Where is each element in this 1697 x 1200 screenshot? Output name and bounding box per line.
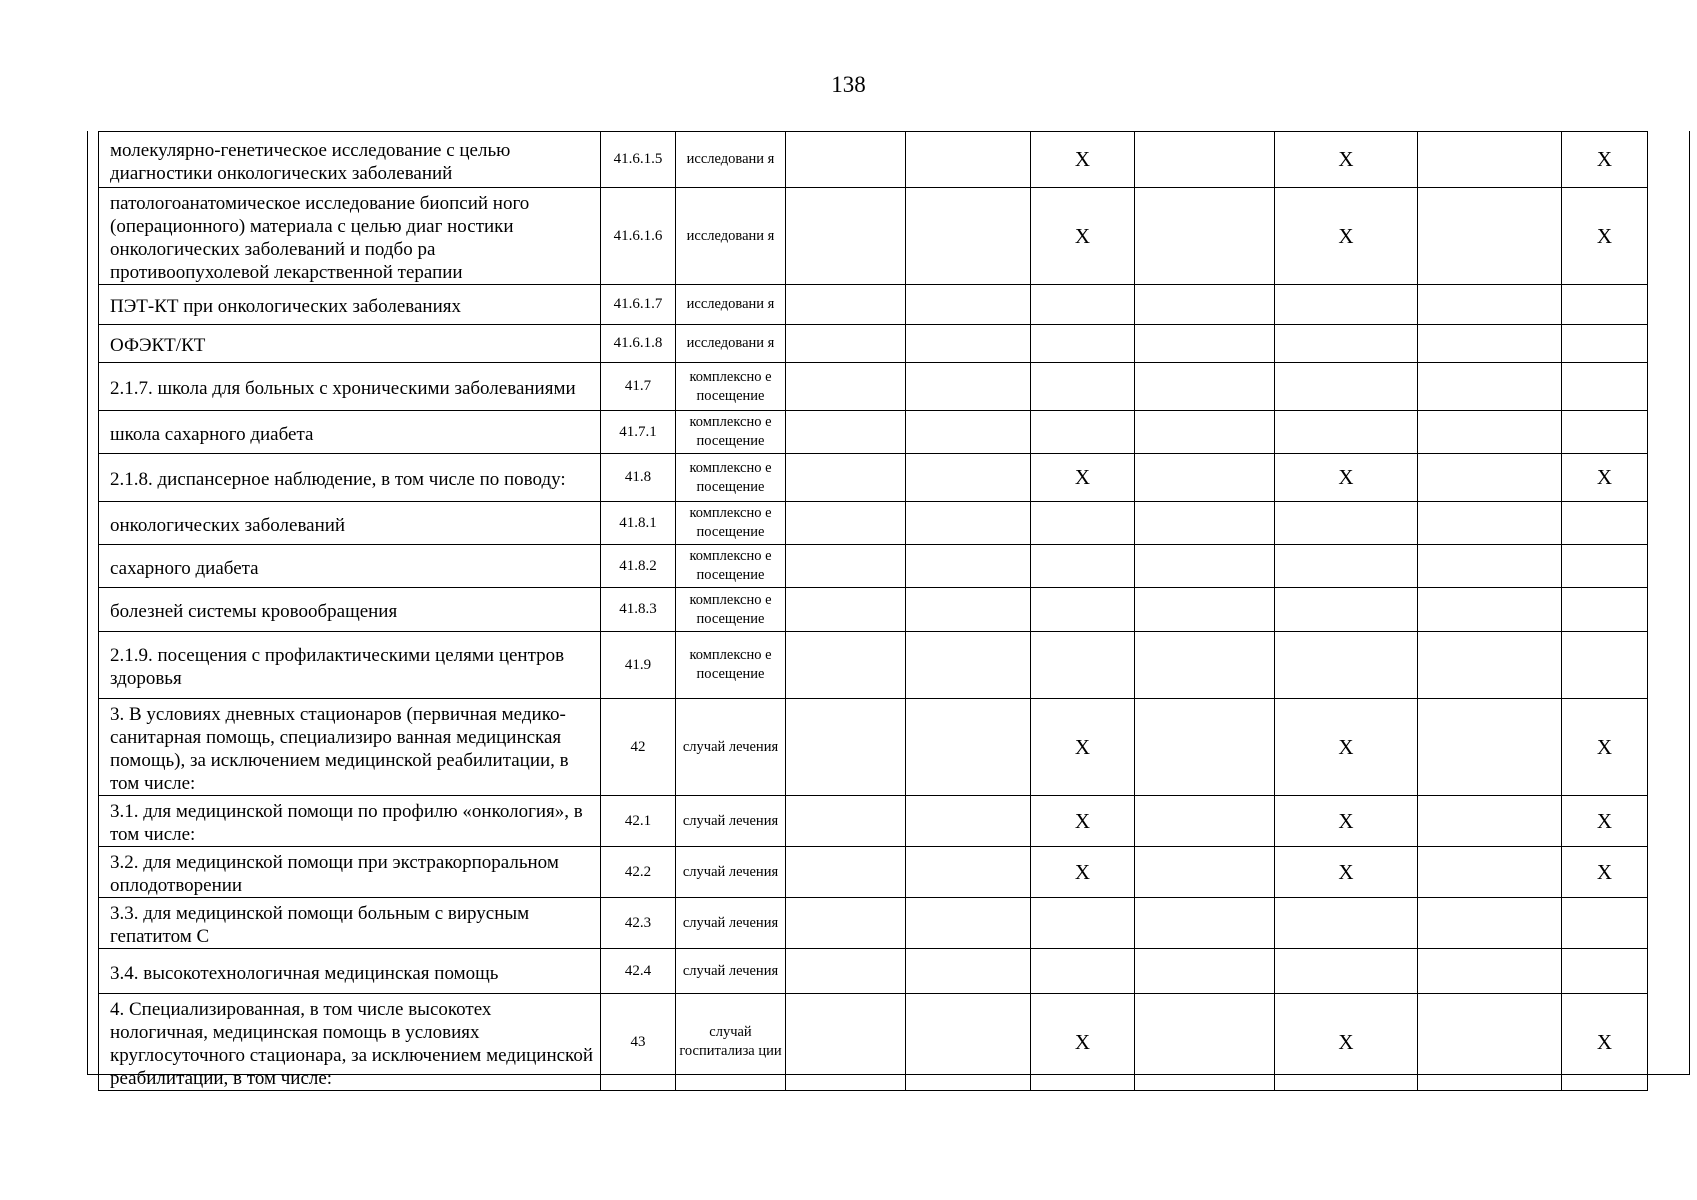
value-cell bbox=[1135, 363, 1275, 411]
value-cell bbox=[1418, 847, 1562, 898]
value-cell bbox=[906, 699, 1031, 796]
value-cell bbox=[906, 847, 1031, 898]
value-cell bbox=[1275, 363, 1418, 411]
table-row bbox=[99, 949, 1648, 994]
value-cell bbox=[1275, 588, 1418, 632]
value-cell bbox=[786, 994, 906, 1091]
value-cell bbox=[1562, 411, 1648, 454]
value-cell bbox=[1418, 699, 1562, 796]
table-row bbox=[99, 994, 1648, 1091]
row-unit-cell: комплексно е посещение bbox=[676, 545, 786, 588]
value-cell bbox=[1135, 188, 1275, 285]
value-cell bbox=[906, 285, 1031, 325]
value-cell: X bbox=[1275, 699, 1418, 796]
value-cell bbox=[1031, 285, 1135, 325]
row-code-cell: 41.8.3 bbox=[601, 588, 676, 632]
row-name-cell: 3.1. для медицинской помощи по профилю «онкология», в том числе: bbox=[99, 796, 601, 847]
value-cell bbox=[786, 588, 906, 632]
value-cell bbox=[1135, 949, 1275, 994]
value-cell bbox=[786, 632, 906, 699]
row-name-cell: 3.2. для медицинской помощи при экстракорпоральном оплодотворении bbox=[99, 847, 601, 898]
table-row bbox=[99, 898, 1648, 949]
value-cell bbox=[1135, 588, 1275, 632]
table-row bbox=[99, 796, 1648, 847]
value-cell: X bbox=[1562, 454, 1648, 502]
value-cell bbox=[1562, 363, 1648, 411]
value-cell bbox=[906, 502, 1031, 545]
table-row bbox=[99, 325, 1648, 363]
value-cell bbox=[1135, 545, 1275, 588]
value-cell bbox=[1031, 588, 1135, 632]
value-cell bbox=[906, 898, 1031, 949]
value-cell: X bbox=[1562, 699, 1648, 796]
value-cell bbox=[906, 994, 1031, 1091]
value-cell bbox=[906, 325, 1031, 363]
row-name-cell: 3.4. высокотехнологичная медицинская помощь bbox=[99, 949, 601, 994]
left-margin-rule bbox=[87, 131, 88, 1075]
value-cell bbox=[786, 285, 906, 325]
table-row bbox=[99, 188, 1648, 285]
row-code-cell: 42 bbox=[601, 699, 676, 796]
row-code-cell: 41.8 bbox=[601, 454, 676, 502]
row-code-cell: 42.2 bbox=[601, 847, 676, 898]
value-cell bbox=[1031, 363, 1135, 411]
table-row bbox=[99, 632, 1648, 699]
value-cell bbox=[786, 796, 906, 847]
value-cell bbox=[1031, 545, 1135, 588]
value-cell bbox=[1031, 411, 1135, 454]
value-cell bbox=[1418, 132, 1562, 188]
value-cell bbox=[1275, 325, 1418, 363]
value-cell bbox=[906, 632, 1031, 699]
value-cell bbox=[1275, 898, 1418, 949]
value-cell bbox=[1418, 632, 1562, 699]
value-cell bbox=[786, 898, 906, 949]
value-cell bbox=[1418, 454, 1562, 502]
value-cell bbox=[1135, 132, 1275, 188]
value-cell bbox=[786, 363, 906, 411]
row-code-cell: 41.8.2 bbox=[601, 545, 676, 588]
value-cell bbox=[1135, 632, 1275, 699]
value-cell bbox=[1418, 949, 1562, 994]
value-cell: X bbox=[1031, 454, 1135, 502]
row-unit-cell: исследовани я bbox=[676, 325, 786, 363]
row-unit-cell: случай лечения bbox=[676, 796, 786, 847]
value-cell bbox=[786, 699, 906, 796]
value-cell bbox=[1418, 363, 1562, 411]
value-cell bbox=[786, 502, 906, 545]
value-cell bbox=[1562, 898, 1648, 949]
row-code-cell: 41.6.1.5 bbox=[601, 132, 676, 188]
row-unit-cell: случай лечения bbox=[676, 949, 786, 994]
value-cell bbox=[1275, 411, 1418, 454]
value-cell: X bbox=[1275, 796, 1418, 847]
value-cell bbox=[1135, 325, 1275, 363]
value-cell bbox=[1031, 325, 1135, 363]
table-row bbox=[99, 132, 1648, 188]
row-unit-cell: комплексно е посещение bbox=[676, 363, 786, 411]
value-cell bbox=[1562, 632, 1648, 699]
value-cell bbox=[1135, 502, 1275, 545]
row-name-cell: 2.1.7. школа для больных с хроническими заболеваниями bbox=[99, 363, 601, 411]
value-cell bbox=[786, 454, 906, 502]
row-code-cell: 41.7 bbox=[601, 363, 676, 411]
value-cell bbox=[1031, 632, 1135, 699]
value-cell bbox=[1275, 949, 1418, 994]
row-unit-cell: исследовани я bbox=[676, 132, 786, 188]
row-name-cell: школа сахарного диабета bbox=[99, 411, 601, 454]
row-code-cell: 41.8.1 bbox=[601, 502, 676, 545]
value-cell: X bbox=[1562, 796, 1648, 847]
value-cell bbox=[1562, 325, 1648, 363]
value-cell bbox=[1562, 545, 1648, 588]
value-cell bbox=[1031, 949, 1135, 994]
value-cell bbox=[1135, 898, 1275, 949]
value-cell bbox=[906, 949, 1031, 994]
value-cell bbox=[1418, 588, 1562, 632]
value-cell bbox=[1418, 502, 1562, 545]
page-number: 138 bbox=[831, 72, 866, 97]
row-code-cell: 42.3 bbox=[601, 898, 676, 949]
value-cell bbox=[1135, 699, 1275, 796]
value-cell: X bbox=[1275, 994, 1418, 1091]
value-cell bbox=[906, 363, 1031, 411]
value-cell bbox=[1418, 285, 1562, 325]
row-name-cell: молекулярно-генетическое исследование с целью диагностики онкологических заболеваний bbox=[99, 132, 601, 188]
value-cell: X bbox=[1275, 847, 1418, 898]
value-cell: X bbox=[1031, 188, 1135, 285]
value-cell bbox=[1135, 847, 1275, 898]
row-name-cell: 2.1.9. посещения с профилактическими целями центров здоровья bbox=[99, 632, 601, 699]
right-margin-rule bbox=[1689, 131, 1690, 1075]
table-row bbox=[99, 847, 1648, 898]
row-unit-cell: случай госпитализа ции bbox=[676, 994, 786, 1091]
value-cell bbox=[786, 411, 906, 454]
row-name-cell: болезней системы кровообращения bbox=[99, 588, 601, 632]
value-cell bbox=[906, 545, 1031, 588]
value-cell bbox=[786, 188, 906, 285]
row-unit-cell: комплексно е посещение bbox=[676, 454, 786, 502]
value-cell bbox=[1562, 502, 1648, 545]
value-cell bbox=[1275, 502, 1418, 545]
data-table bbox=[98, 131, 1648, 1091]
row-code-cell: 41.9 bbox=[601, 632, 676, 699]
row-name-cell: 3.3. для медицинской помощи больным с вирусным гепатитом С bbox=[99, 898, 601, 949]
row-code-cell: 41.7.1 bbox=[601, 411, 676, 454]
row-unit-cell: случай лечения bbox=[676, 847, 786, 898]
value-cell bbox=[906, 188, 1031, 285]
value-cell bbox=[1562, 588, 1648, 632]
table-row bbox=[99, 699, 1648, 796]
row-unit-cell: исследовани я bbox=[676, 285, 786, 325]
value-cell bbox=[1418, 325, 1562, 363]
value-cell: X bbox=[1031, 994, 1135, 1091]
value-cell bbox=[906, 588, 1031, 632]
row-name-cell: 3. В условиях дневных стационаров (первичная медико-санитарная помощь, специализиро ванная медицинская помощь), за исключением медицинской реабилитации, в том числе: bbox=[99, 699, 601, 796]
value-cell bbox=[1418, 994, 1562, 1091]
table-row bbox=[99, 363, 1648, 411]
row-unit-cell: комплексно е посещение bbox=[676, 411, 786, 454]
table-row bbox=[99, 411, 1648, 454]
row-code-cell: 42.4 bbox=[601, 949, 676, 994]
value-cell bbox=[1135, 454, 1275, 502]
table-row bbox=[99, 454, 1648, 502]
row-code-cell: 41.6.1.7 bbox=[601, 285, 676, 325]
table-row bbox=[99, 285, 1648, 325]
row-name-cell: сахарного диабета bbox=[99, 545, 601, 588]
value-cell bbox=[786, 847, 906, 898]
value-cell bbox=[906, 132, 1031, 188]
table-row bbox=[99, 545, 1648, 588]
row-code-cell: 43 bbox=[601, 994, 676, 1091]
value-cell bbox=[1562, 285, 1648, 325]
value-cell bbox=[906, 796, 1031, 847]
row-unit-cell: комплексно е посещение bbox=[676, 588, 786, 632]
row-code-cell: 41.6.1.6 bbox=[601, 188, 676, 285]
table-body bbox=[99, 132, 1648, 1091]
value-cell bbox=[1418, 898, 1562, 949]
value-cell: X bbox=[1562, 847, 1648, 898]
row-name-cell: 4. Специализированная, в том числе высокотех нологичная, медицинская помощь в условиях круглосуточного стационара, за исключением медицинской реабилитации, в том числе: bbox=[99, 994, 601, 1091]
row-name-cell: онкологических заболеваний bbox=[99, 502, 601, 545]
row-unit-cell: исследовани я bbox=[676, 188, 786, 285]
value-cell bbox=[1031, 898, 1135, 949]
row-name-cell: ПЭТ-КТ при онкологических заболеваниях bbox=[99, 285, 601, 325]
value-cell bbox=[786, 325, 906, 363]
value-cell bbox=[1418, 411, 1562, 454]
value-cell bbox=[786, 132, 906, 188]
table-row bbox=[99, 588, 1648, 632]
value-cell bbox=[1418, 188, 1562, 285]
value-cell bbox=[1135, 796, 1275, 847]
row-unit-cell: комплексно е посещение bbox=[676, 502, 786, 545]
value-cell: X bbox=[1031, 699, 1135, 796]
value-cell: X bbox=[1031, 132, 1135, 188]
value-cell: X bbox=[1562, 188, 1648, 285]
row-unit-cell: случай лечения bbox=[676, 699, 786, 796]
value-cell bbox=[1031, 502, 1135, 545]
value-cell bbox=[906, 411, 1031, 454]
value-cell bbox=[906, 454, 1031, 502]
row-name-cell: 2.1.8. диспансерное наблюдение, в том числе по поводу: bbox=[99, 454, 601, 502]
row-name-cell: ОФЭКТ/КТ bbox=[99, 325, 601, 363]
value-cell bbox=[1418, 545, 1562, 588]
value-cell bbox=[1275, 632, 1418, 699]
value-cell bbox=[1562, 949, 1648, 994]
value-cell bbox=[1135, 285, 1275, 325]
value-cell: X bbox=[1031, 847, 1135, 898]
row-code-cell: 41.6.1.8 bbox=[601, 325, 676, 363]
value-cell bbox=[786, 949, 906, 994]
value-cell: X bbox=[1275, 132, 1418, 188]
row-unit-cell: случай лечения bbox=[676, 898, 786, 949]
value-cell: X bbox=[1275, 188, 1418, 285]
row-unit-cell: комплексно е посещение bbox=[676, 632, 786, 699]
value-cell bbox=[1275, 545, 1418, 588]
value-cell: X bbox=[1562, 994, 1648, 1091]
row-name-cell: патологоанатомическое исследование биопсий ного (операционного) материала с целью диаг ностики онкологических заболеваний и подбо ра противоопухолевой лекарственной терапии bbox=[99, 188, 601, 285]
value-cell bbox=[1275, 285, 1418, 325]
value-cell: X bbox=[1031, 796, 1135, 847]
value-cell bbox=[786, 545, 906, 588]
value-cell: X bbox=[1562, 132, 1648, 188]
value-cell bbox=[1135, 994, 1275, 1091]
row-code-cell: 42.1 bbox=[601, 796, 676, 847]
value-cell: X bbox=[1275, 454, 1418, 502]
value-cell bbox=[1135, 411, 1275, 454]
value-cell bbox=[1418, 796, 1562, 847]
table-row bbox=[99, 502, 1648, 545]
